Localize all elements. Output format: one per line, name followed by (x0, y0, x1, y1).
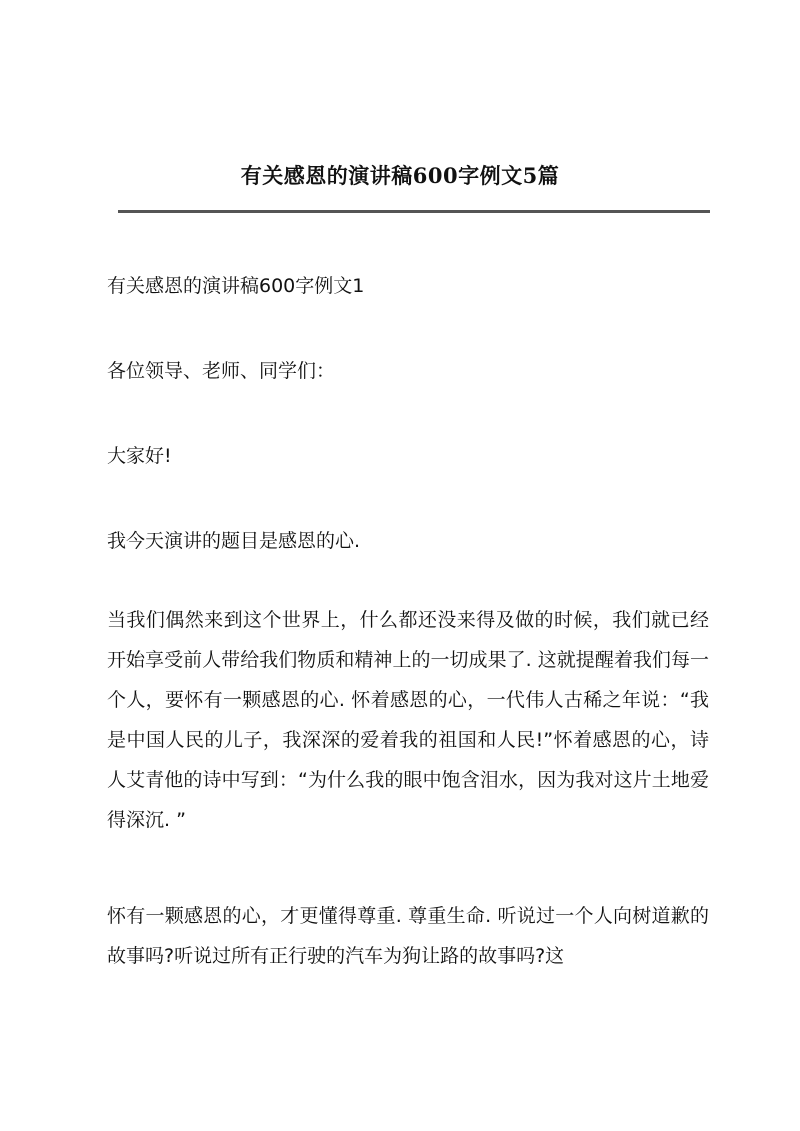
hello-line: 大家好! (107, 445, 172, 467)
topic-line: 我今天演讲的题目是感恩的心. (107, 530, 361, 552)
title-divider (118, 210, 710, 213)
greeting-line: 各位领导、老师、同学们： (107, 360, 336, 382)
body-paragraph-2: 怀有一颗感恩的心，才更懂得尊重. 尊重生命. 听说过一个人向树道歉的故事吗?听说过所有正行驶的汽车为狗让路的故事吗?这 (107, 905, 709, 967)
body-paragraph-1: 当我们偶然来到这个世界上，什么都还没来得及做的时候，我们就已经开始享受前人带给我们物质和精神上的一切成果了. 这就提醒着我们每一个人，要怀有一颗感恩的心. 怀着感恩的心，一代伟人古稀之年说：“我是中国人民的儿子，我深深的爱着我的祖国和人民!”怀着感恩的心，诗人艾青他的诗中写到：“为什么我的眼中饱含泪水，因为我对这片土地爱得深沉. ” (107, 609, 709, 831)
section-heading: 有关感恩的演讲稿600字例文1 (107, 275, 365, 297)
document-title: 有关感恩的演讲稿600字例文5篇 (240, 163, 560, 188)
